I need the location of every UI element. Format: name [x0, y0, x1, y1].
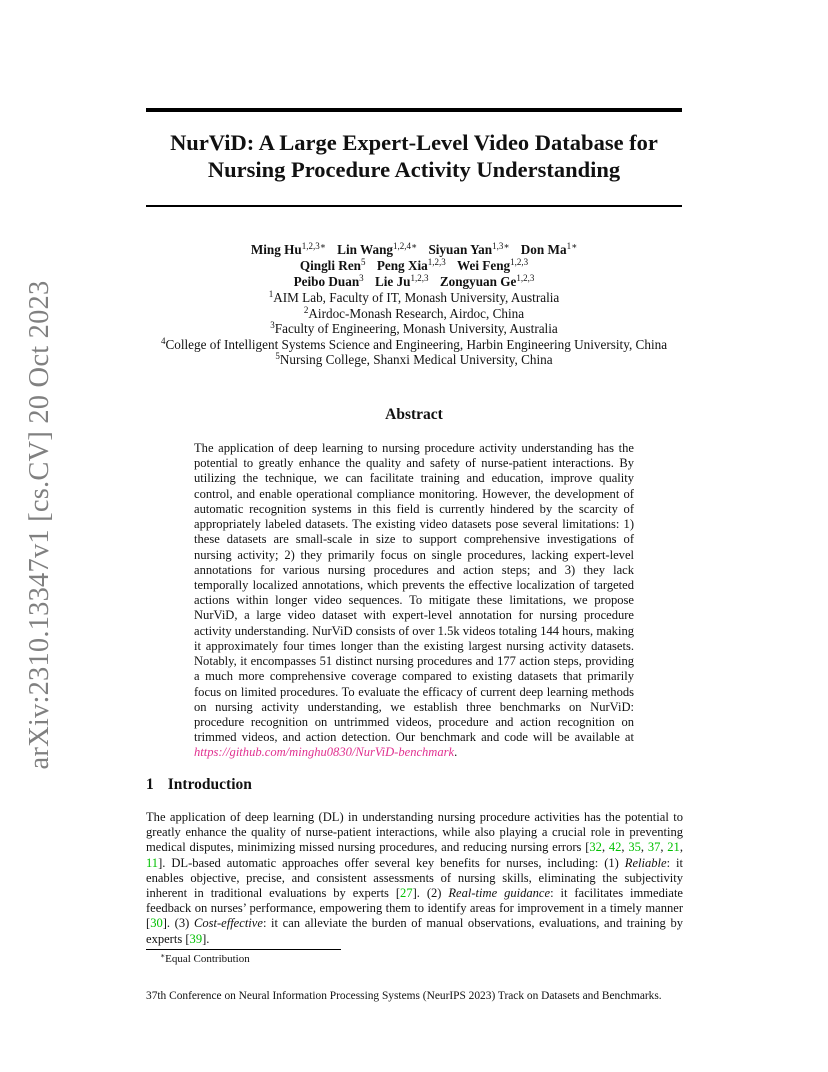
author-row-1 [100, 242, 728, 258]
footnote [160, 953, 250, 965]
top-rule [146, 108, 682, 112]
author: Siyuan Yan$^{1,3∗}$ [428, 241, 510, 257]
affiliation: $^4$College of Intelligent Systems Science and Engineering, Harbin Engineering University, China [160, 335, 668, 352]
introduction-paragraph: The application of deep learning (DL) in understanding nursing procedure activities has the potential to greatly enhance the quality of nurse-patient interactions, while also playing a crucial role in preventing medical disputes, minimizing missed nursing procedures, and reducing nursing errors [32, 42, 35, 37, 21, 11]. DL-based automatic approaches offer several key benefits for nurses, including: (1) Reliable: it enables objective, precise, and consistent assessments of nursing skills, eliminating the subjectivity inherent in traditional evaluations by experts [27]. (2) Real-time guidance: it facilitates immediate feedback on nurses’ performance, empowering them to identify areas for improvement in a timely manner [30]. (3) Cost-effective: it can alleviate the burden of manual observations, evaluations, and training by experts [39]. [146, 810, 684, 946]
footnote-text: Equal Contribution [165, 953, 250, 965]
section-number: 1 [146, 776, 154, 793]
citation-link[interactable]: 21 [667, 840, 680, 855]
emphasis-cost-effective: Cost-effective [193, 916, 263, 931]
author-row-3 [100, 274, 728, 290]
benchmark-link[interactable]: https://github.com/minghu0830/NurViD-benchmark [194, 745, 455, 760]
author: Peibo Duan$^3$ [293, 273, 364, 289]
author: Peng Xia$^{1,2,3}$ [376, 257, 446, 273]
citation-link[interactable]: 32 [589, 840, 602, 855]
citation-link[interactable]: 27 [400, 886, 413, 901]
author-block [100, 242, 728, 368]
author-row-2 [100, 258, 728, 274]
venue-note: 37th Conference on Neural Information Processing Systems (NeurIPS 2023) Track on Datasets and Benchmarks. [146, 990, 662, 1002]
author: Don $Ma^{1∗}$ [520, 241, 578, 257]
author: Zongyuan Ge$^{1,2,3}$ [439, 273, 535, 289]
affiliation: $^5$Nursing College, Shanxi Medical University, China [275, 351, 553, 367]
citation-link[interactable]: 30 [150, 916, 163, 931]
author: Wei Feng$^{1,2,3}$ [457, 257, 529, 273]
author: Qingli Ren$^5$ [299, 257, 366, 273]
emphasis-real-time-guidance: Real-time guidance [448, 886, 551, 901]
citation-link[interactable]: 37 [647, 840, 661, 855]
title-line-1: NurViD: A Large Expert-Level Video Database for [170, 130, 658, 155]
citation-link[interactable]: 35 [628, 840, 641, 855]
citation-link[interactable]: 42 [608, 840, 622, 855]
citation-link[interactable]: 11 [146, 855, 159, 870]
title-bottom-rule [146, 205, 682, 207]
affiliation: $^2$Airdoc-Monash Research, Airdoc, China [303, 304, 525, 321]
section-title: Introduction [167, 776, 252, 793]
author: Ming $Hu^{1,2,3∗}$ [250, 241, 326, 257]
abstract-heading: Abstract [385, 406, 443, 423]
author: Lie Ju$^{1,2,3}$ [374, 273, 429, 289]
affiliation: $^3$Faculty of Engineering, Monash University, Australia [270, 320, 558, 336]
abstract-text: The application of deep learning to nursing procedure activity understanding has the potential to greatly enhance the quality and safety of nurse-patient interactions. By utilizing the technique, we can facilitate training and education, improve quality control, and enable operational compliance monitoring. However, the development of automatic recognition systems in this field is currently hindered by the scarcity of appropriately labeled datasets. The existing video datasets pose several limitations: 1) these datasets are small-scale in size to support comprehensive investigations of nursing activity; 2) they primarily focus on single procedures, lacking expert-level annotations for various nursing procedures and action steps; and 3) they lack temporally localized annotations, which prevents the effective localization of targeted actions within longer video sequences. To mitigate these limitations, we propose NurViD, a large video dataset with expert-level annotation for nursing procedure activity understanding. NurViD consists of over 1.5k videos totaling 144 hours, making it approximately four times longer than the existing largest nursing activity datasets. Notably, it encompasses 51 distinct nursing procedures and 177 action steps, providing a much more comprehensive coverage compared to existing datasets that primarily focus on limited procedures. To evaluate the efficacy of current deep learning methods on nursing activity understanding, we establish three benchmarks on NurViD: procedure recognition on untrimmed videos, procedure and action recognition on trimmed videos, and action detection. Our benchmark and code will be available at [194, 441, 634, 745]
arxiv-identifier-text: arXiv:2310.13347v1 [cs.CV] 20 Oct 2023 [24, 280, 55, 770]
footnote-rule [146, 949, 341, 950]
author: Lin Wang$^{1,2,4∗}$ [337, 241, 418, 257]
affiliation: $^1$AIM Lab, Faculty of IT, Monash University, Australia [268, 289, 560, 305]
footnote-mark: ∗ [160, 951, 166, 960]
emphasis-reliable: Reliable [624, 855, 667, 870]
section-heading [146, 776, 252, 794]
title-line-2: Nursing Procedure Activity Understanding [207, 157, 621, 182]
citation-link[interactable]: 39 [189, 931, 203, 946]
paper-title [146, 129, 682, 183]
abstract-body: The application of deep learning to nursing procedure activity understanding has the potential to greatly enhance the quality and safety of nurse-patient interactions. By utilizing the technique, we can facilitate training and education, improve quality control, and enable operational compliance monitoring. However, the development of automatic recognition systems in this field is currently hindered by the scarcity of appropriately labeled datasets. The existing video datasets pose several limitations: 1) these datasets are small-scale in size to support comprehensive investigations of nursing activity; 2) they primarily focus on single procedures, lacking expert-level annotations for various nursing procedures and action steps; and 3) they lack temporally localized annotations, which prevents the effective localization of targeted actions within longer video sequences. To mitigate these limitations, we propose NurViD, a large video dataset with expert-level annotation for nursing procedure activity understanding. NurViD consists of over 1.5k videos totaling 144 hours, making it approximately four times longer than the existing largest nursing activity datasets. Notably, it encompasses 51 distinct nursing procedures and 177 action steps, providing a much more comprehensive coverage compared to existing datasets that primarily focus on limited procedures. To evaluate the efficacy of current deep learning methods on nursing activity understanding, we establish three benchmarks on NurViD: procedure recognition on untrimmed videos, procedure and action recognition on trimmed videos, and action detection. Our benchmark and code will be available at https://github.com/minghu0830/NurViD-benchmark. [194, 441, 634, 760]
